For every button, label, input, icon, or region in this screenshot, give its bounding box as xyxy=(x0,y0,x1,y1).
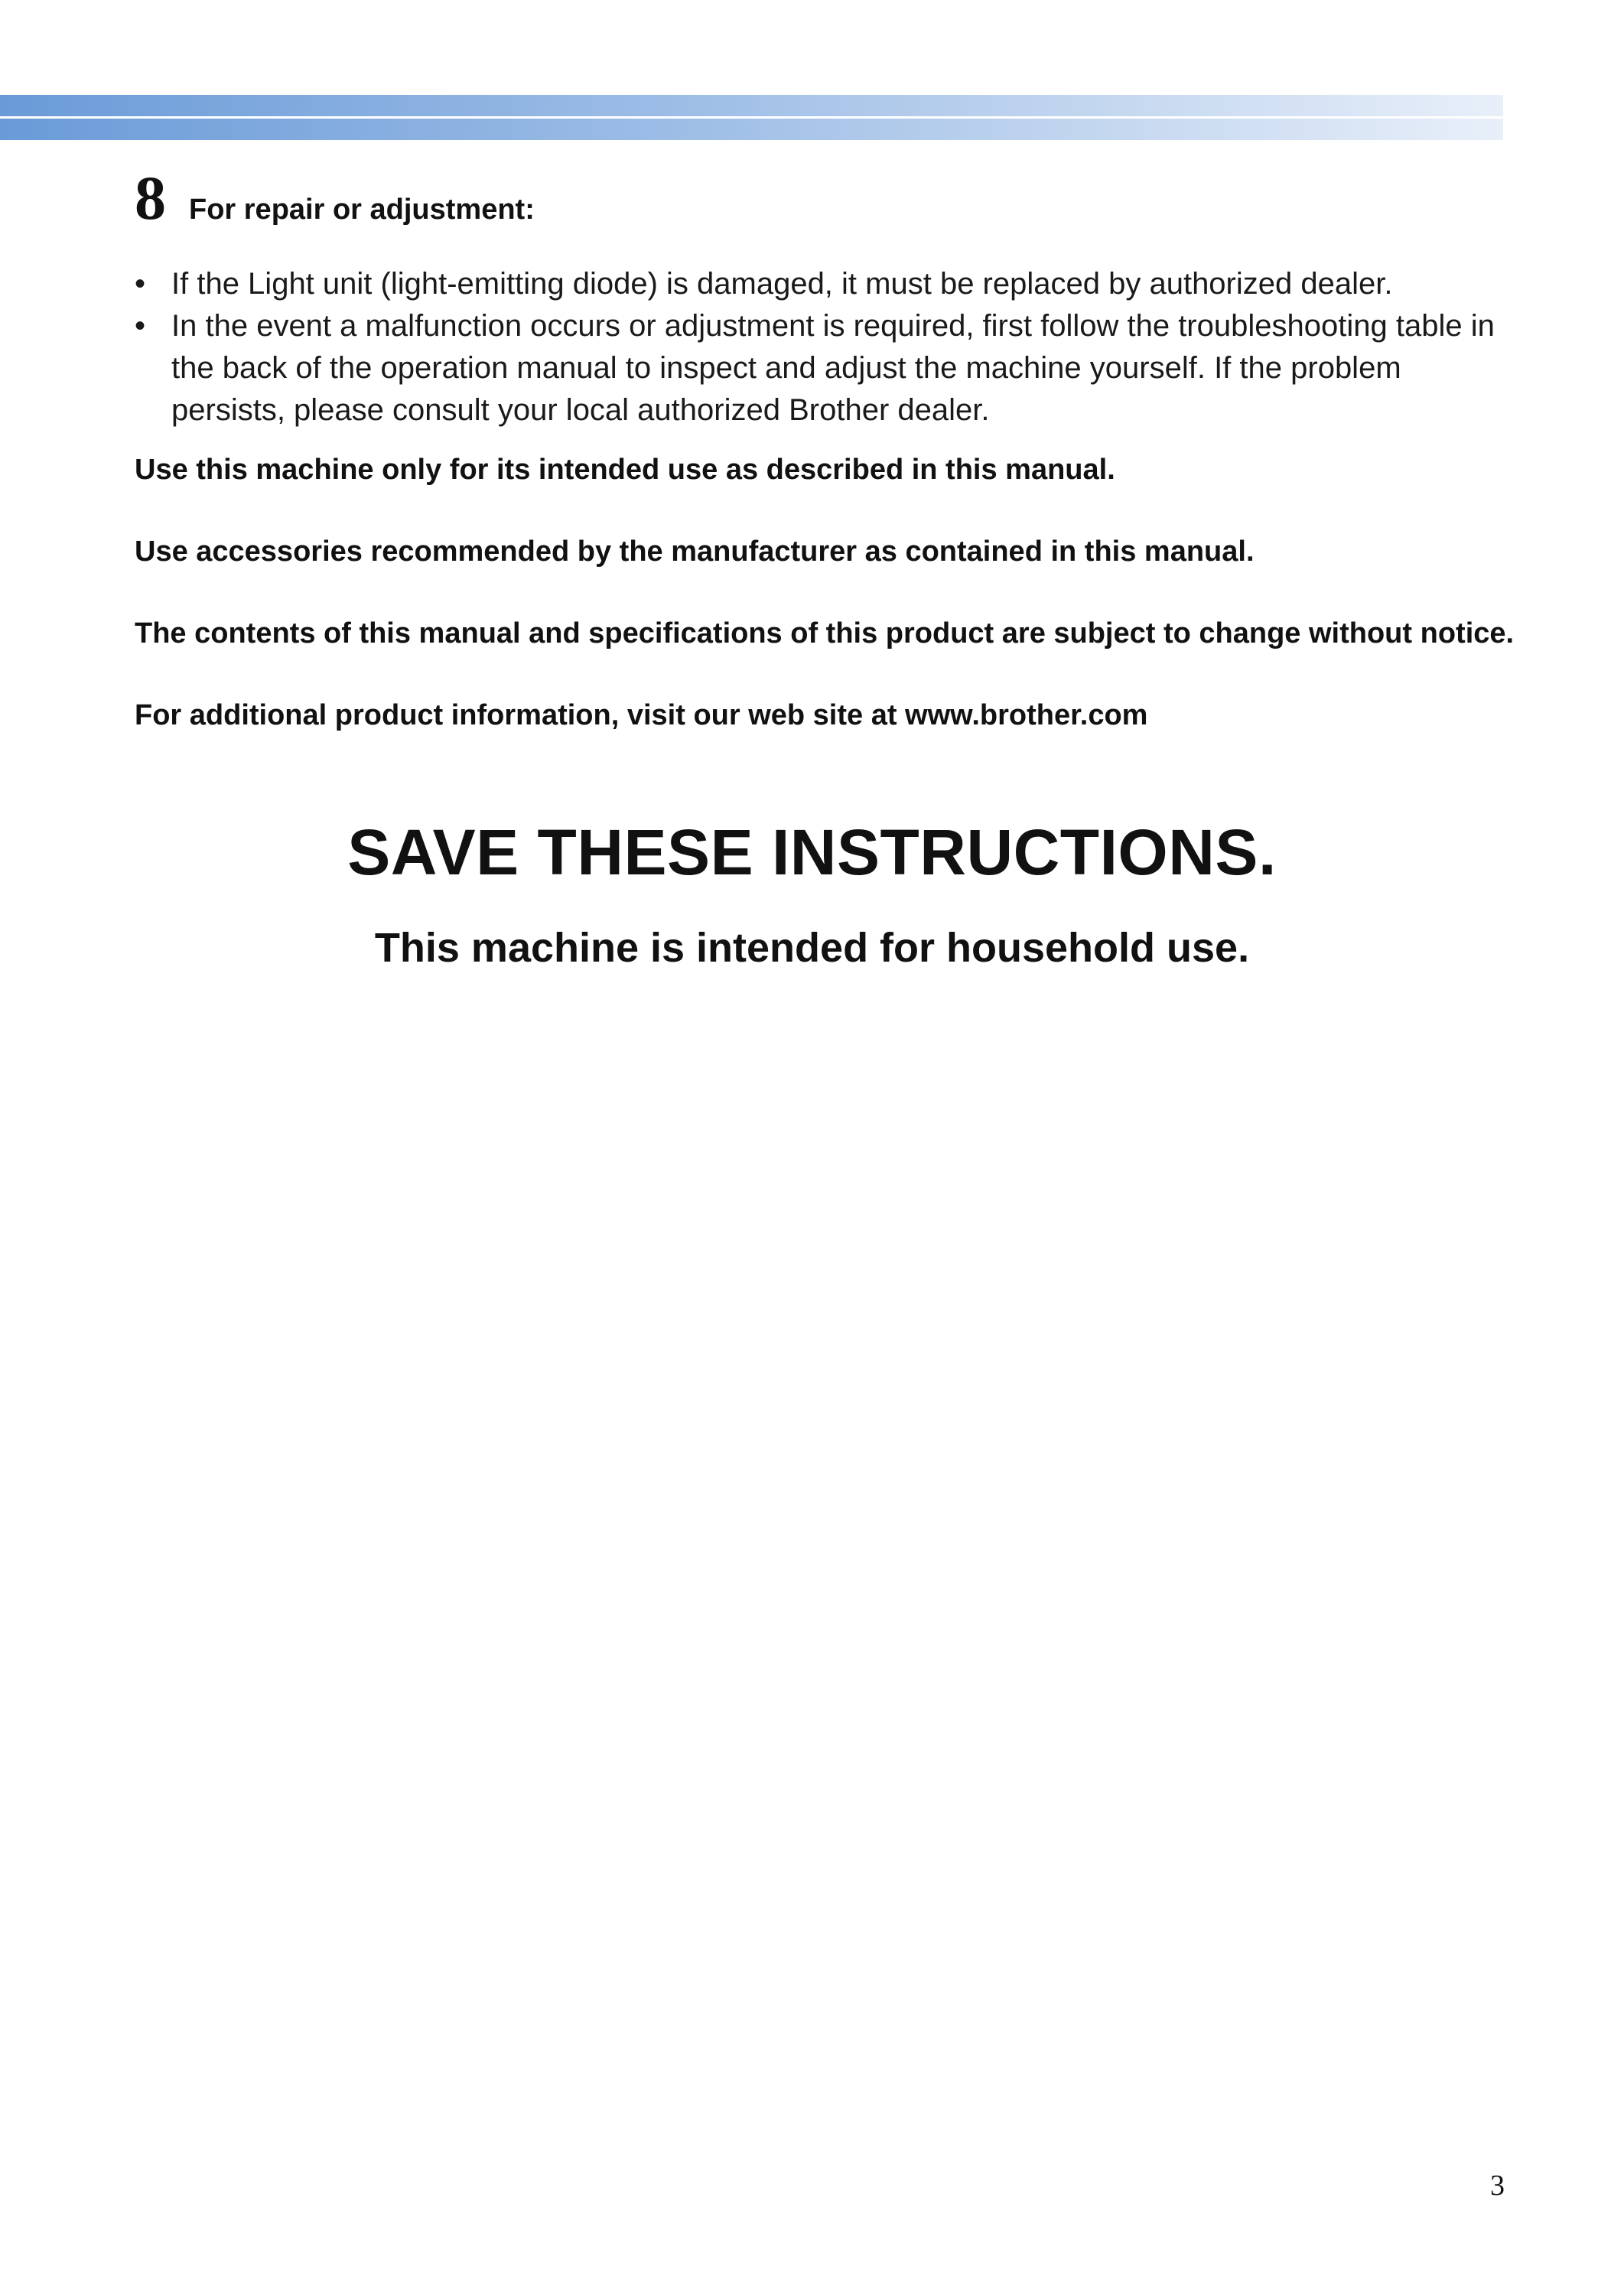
bullet-icon: • xyxy=(135,309,146,343)
header-gradient-band xyxy=(0,0,1624,141)
page-number: 3 xyxy=(1490,2170,1505,2202)
change-notice-note: The contents of this manual and specifications of this product are subject to change without notice. xyxy=(135,617,1515,649)
list-item xyxy=(135,305,1496,431)
website-note: For additional product information, visit our web site at www.brother.com xyxy=(135,699,1148,731)
bullet-icon: • xyxy=(135,267,146,301)
accessories-note: Use accessories recommended by the manufacturer as contained in this manual. xyxy=(135,536,1255,568)
section-title: For repair or adjustment: xyxy=(189,194,535,226)
save-instructions-title: SAVE THESE INSTRUCTIONS. xyxy=(347,816,1277,888)
section-heading xyxy=(135,163,535,233)
list-item xyxy=(135,263,1496,305)
bullet-text: If the Light unit (light-emitting diode) is damaged, it must be replaced by authorized dealer. xyxy=(171,267,1393,301)
intended-use-note: Use this machine only for its intended use as described in this manual. xyxy=(135,454,1115,486)
household-use-subtitle: This machine is intended for household use. xyxy=(374,925,1250,971)
section-number: 8 xyxy=(135,163,166,233)
bullet-text: In the event a malfunction occurs or adjustment is required, first follow the troubleshooting table in the back of the operation manual to inspect and adjust the machine yourself. If the problem persists, please consult your local authorized Brother dealer. xyxy=(171,309,1495,427)
repair-bullet-list xyxy=(135,263,1496,431)
